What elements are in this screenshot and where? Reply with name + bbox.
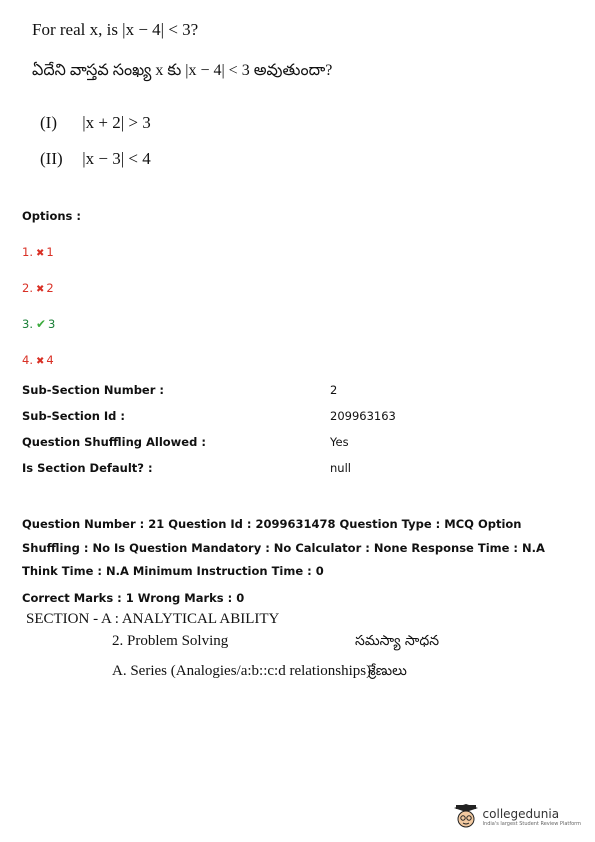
topic-title: A. Series (Analogies/a:b::c:d relationships) bbox=[112, 663, 372, 679]
question-info: Question Number : 21 Question Id : 2099631478 Question Type : MCQ Option Shuffling : No Is Question Mandatory : No Calculator : None Response Time : N.A Think Time : N.A Minimum Instruction Time : 0 bbox=[22, 517, 545, 578]
statement-text: |x − 3| < 4 bbox=[82, 149, 151, 168]
option-3 bbox=[22, 317, 55, 331]
mascot-icon bbox=[453, 804, 479, 830]
option-2 bbox=[22, 281, 54, 295]
topic-title-telugu: శ్రేణులు bbox=[368, 663, 407, 679]
cross-icon: ✖ bbox=[35, 356, 45, 367]
statement-text: |x + 2| > 3 bbox=[82, 113, 151, 132]
statement-2 bbox=[40, 149, 151, 169]
option-text: 2 bbox=[46, 281, 54, 295]
option-number: 4. bbox=[22, 353, 33, 367]
marks-info: Correct Marks : 1 Wrong Marks : 0 bbox=[22, 591, 245, 605]
option-4 bbox=[22, 353, 54, 367]
subsection-title-telugu: సమస్యా సాధన bbox=[355, 633, 440, 649]
meta-key-subsection-id: Sub-Section Id : bbox=[22, 409, 126, 423]
meta-value-subsection-id: 209963163 bbox=[330, 409, 396, 423]
logo-brand: collegedunia bbox=[482, 807, 560, 821]
statement-number: (II) bbox=[40, 149, 63, 168]
cross-icon: ✖ bbox=[35, 284, 45, 295]
logo-tagline: India's largest Student Review Platform bbox=[482, 821, 581, 827]
check-icon: ✔ bbox=[35, 317, 47, 331]
option-text: 4 bbox=[46, 353, 54, 367]
option-number: 1. bbox=[22, 245, 33, 259]
cross-icon: ✖ bbox=[35, 248, 45, 259]
meta-value-section-default: null bbox=[330, 461, 351, 475]
question-telugu: ఏదేని వాస్తవ సంఖ్య x కు |x − 4| < 3 అవుతుందా? bbox=[32, 62, 333, 79]
option-1 bbox=[22, 245, 54, 259]
meta-value-shuffling-allowed: Yes bbox=[330, 435, 349, 449]
meta-key-section-default: Is Section Default? : bbox=[22, 461, 153, 475]
option-number: 2. bbox=[22, 281, 33, 295]
option-text: 3 bbox=[48, 317, 56, 331]
options-label: Options : bbox=[22, 209, 81, 223]
question-english: For real x, is |x − 4| < 3? bbox=[32, 20, 199, 39]
section-title: SECTION - A : ANALYTICAL ABILITY bbox=[26, 611, 280, 627]
meta-key-subsection-number: Sub-Section Number : bbox=[22, 383, 165, 397]
collegedunia-logo bbox=[453, 804, 581, 830]
statement-number: (I) bbox=[40, 113, 57, 132]
option-text: 1 bbox=[46, 245, 54, 259]
option-number: 3. bbox=[22, 317, 33, 331]
statement-1 bbox=[40, 113, 151, 133]
subsection-title: 2. Problem Solving bbox=[112, 633, 229, 649]
meta-key-shuffling-allowed: Question Shuffling Allowed : bbox=[22, 435, 206, 449]
meta-value-subsection-number: 2 bbox=[330, 383, 338, 397]
